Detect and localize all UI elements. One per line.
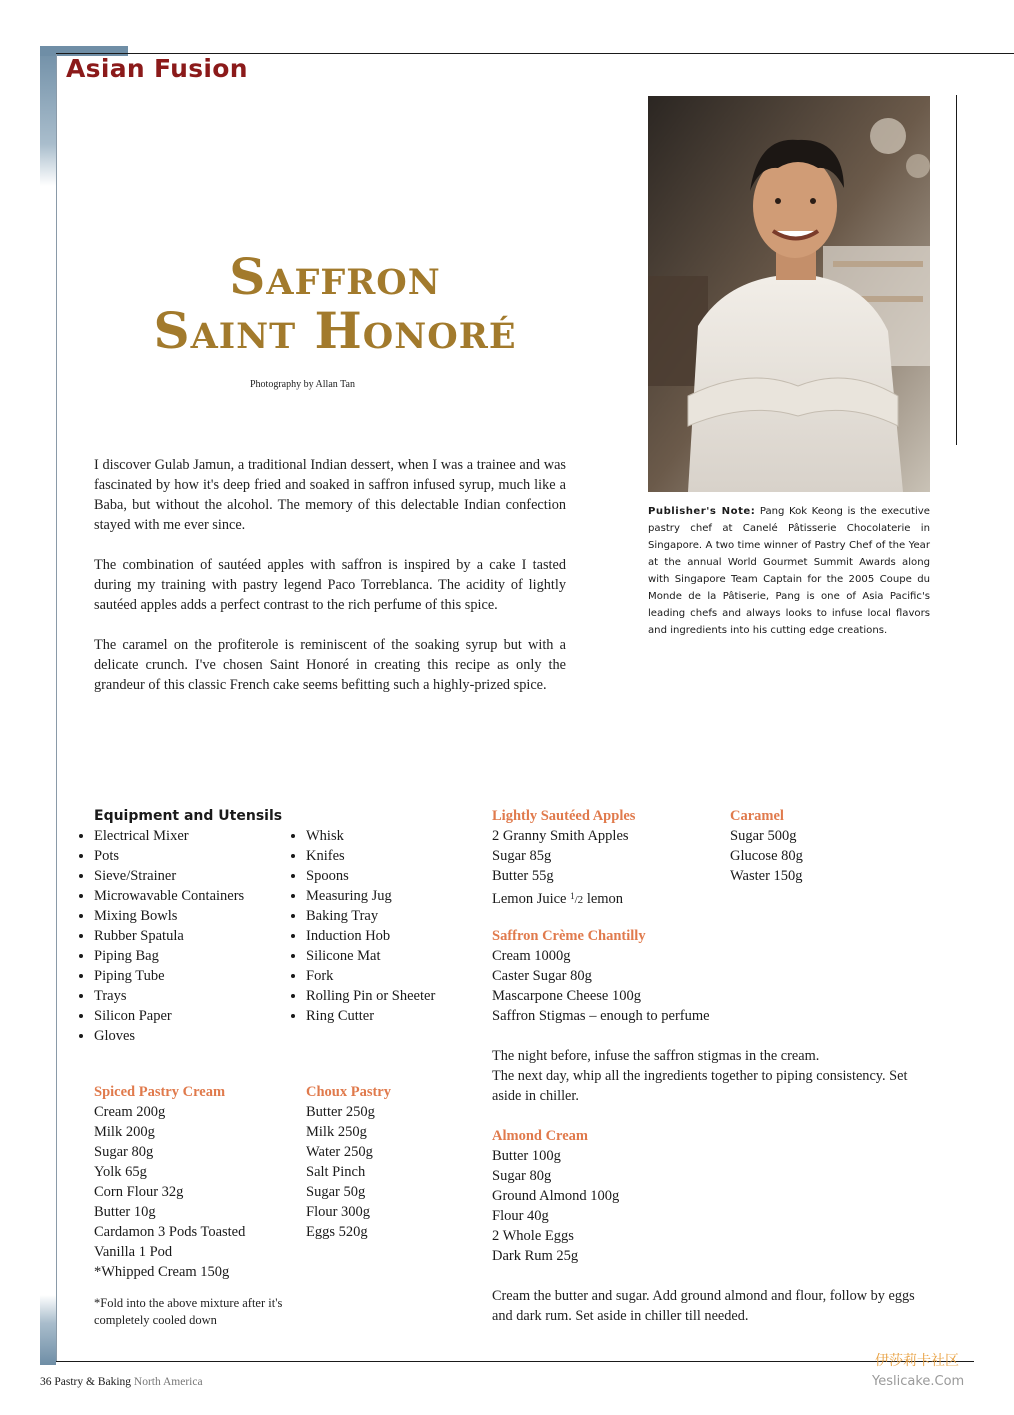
publisher-note-label: Publisher's Note:	[648, 506, 756, 517]
equipment-item: • Sieve/Strainer	[94, 866, 304, 886]
ingredient-item: Butter 55g	[492, 868, 554, 884]
chantilly-method	[492, 1046, 932, 1106]
equipment-item: • Electrical Mixer	[94, 826, 304, 846]
footnote: *Fold into the above mixture after it's completely cooled down	[94, 1296, 283, 1327]
equipment-section	[94, 806, 474, 826]
chantilly-method-line: The night before, infuse the saffron stigmas in the cream.	[492, 1048, 820, 1064]
equipment-item: • Mixing Bowls	[94, 906, 304, 926]
ingredient-item: Sugar 50g	[306, 1184, 366, 1200]
ingredient-item: Caster Sugar 80g	[492, 968, 592, 984]
chantilly-heading: Saffron Crème Chantilly	[492, 928, 646, 944]
ingredient-item: Waster 150g	[730, 868, 803, 884]
ingredient-item: Corn Flour 32g	[94, 1184, 184, 1200]
ingredient-item: Milk 200g	[94, 1124, 155, 1140]
frame-right-rule	[956, 95, 957, 445]
equipment-heading: Equipment and Utensils	[94, 808, 283, 824]
almond-cream-method: Cream the butter and sugar. Add ground almond and flour, follow by eggs and dark rum. Set aside in chiller till needed.	[492, 1288, 915, 1324]
equipment-item: • Fork	[306, 966, 476, 986]
watermark-cn: 伊莎莉卡社区	[875, 1353, 959, 1369]
page-number: 36	[40, 1376, 52, 1388]
spiced-pastry-cream-section	[94, 1082, 304, 1282]
equipment-item: • Baking Tray	[306, 906, 476, 926]
ingredient-item: Butter 10g	[94, 1204, 156, 1220]
ingredient-item: Ground Almond 100g	[492, 1188, 620, 1204]
caramel-list	[730, 826, 930, 886]
equipment-item: • Rolling Pin or Sheeter	[306, 986, 476, 1006]
publisher-note	[648, 503, 930, 639]
almond-cream-heading: Almond Cream	[492, 1128, 588, 1144]
ingredient-item: Yolk 65g	[94, 1164, 147, 1180]
ingredient-item: Cream 200g	[94, 1104, 166, 1120]
watermark-en: Yeslicake.Com	[872, 1374, 965, 1389]
equipment-item: • Silicone Mat	[306, 946, 476, 966]
ingredient-item: Dark Rum 25g	[492, 1248, 579, 1264]
equipment-item: • Trays	[94, 986, 304, 1006]
equipment-item: • Piping Tube	[94, 966, 304, 986]
ingredient-item: Cardamon 3 Pods Toasted	[94, 1224, 246, 1240]
magazine-edition: North America	[133, 1376, 203, 1388]
equipment-list-2	[306, 826, 476, 1026]
equipment-list-1	[94, 826, 304, 1046]
ingredient-item: Vanilla 1 Pod	[94, 1244, 173, 1260]
magazine-name: Pastry & Baking	[54, 1376, 132, 1388]
caramel-heading: Caramel	[730, 808, 784, 824]
page-footer	[40, 1376, 203, 1388]
almond-cream-list	[492, 1146, 932, 1266]
ingredient-item: Sugar 80g	[94, 1144, 154, 1160]
equipment-item: • Induction Hob	[306, 926, 476, 946]
intro-text	[94, 455, 566, 715]
ingredient-item: Sugar 80g	[492, 1168, 552, 1184]
ingredient-item: Cream 1000g	[492, 948, 571, 964]
apples-section	[492, 806, 722, 910]
ingredient-item: 2 Whole Eggs	[492, 1228, 574, 1244]
frame-left-rule	[56, 54, 57, 1361]
lemon-prefix: Lemon Juice	[492, 891, 571, 907]
photo-credit: Photography by Allan Tan	[250, 379, 355, 390]
ingredient-item: Sugar 85g	[492, 848, 552, 864]
apples-list	[492, 826, 722, 886]
headline-line-2: Saint Honoré	[153, 301, 517, 360]
almond-cream-section	[492, 1126, 932, 1266]
ingredient-item: Saffron Stigmas – enough to perfume	[492, 1008, 710, 1024]
ingredient-item: Eggs 520g	[306, 1224, 368, 1240]
choux-pastry-section	[306, 1082, 476, 1242]
lemon-fraction-num: 1	[570, 891, 575, 901]
equipment-item: • Silicon Paper	[94, 1006, 304, 1026]
chantilly-list	[492, 946, 932, 1026]
ingredient-item: Butter 250g	[306, 1104, 375, 1120]
ingredient-item: Water 250g	[306, 1144, 373, 1160]
spiced-pastry-cream-heading: Spiced Pastry Cream	[94, 1084, 226, 1100]
ingredient-item: Butter 100g	[492, 1148, 561, 1164]
choux-pastry-heading: Choux Pastry	[306, 1084, 391, 1100]
ingredient-item: Glucose 80g	[730, 848, 803, 864]
ingredient-item: Flour 40g	[492, 1208, 549, 1224]
ingredient-item: Mascarpone Cheese 100g	[492, 988, 641, 1004]
ingredient-item: Salt Pinch	[306, 1164, 366, 1180]
intro-paragraph: The combination of sautéed apples with saffron is inspired by a cake I tasted during my training with pastry legend Paco Torreblanca. The acidity of lightly sautéed apples adds a perfect contrast to the rich perfume of this spice.	[94, 557, 566, 613]
frame-accent-top	[40, 46, 56, 186]
ingredient-item: 2 Granny Smith Apples	[492, 828, 629, 844]
lemon-fraction-den: /2	[574, 894, 584, 906]
publisher-note-text: Pang Kok Keong is the executive pastry chef at Canelé Pâtisserie Chocolaterie in Singapore. A two time winner of Pastry Chef of the Year at the annual World Gourmet Summit Awards along with Singapore Team Captain for the 2005 Coupe du Monde de la Pâtiserie, Pang is one of Asia Pacific's leading chefs and always looks to infuse local flavors and ingredients into his cutting edge creations.	[648, 506, 930, 636]
equipment-item: • Spoons	[306, 866, 476, 886]
caramel-section	[730, 806, 930, 886]
equipment-item: • Piping Bag	[94, 946, 304, 966]
frame-accent-bottom	[40, 1295, 56, 1365]
chef-photo	[648, 96, 930, 492]
equipment-item: • Ring Cutter	[306, 1006, 476, 1026]
equipment-item: • Rubber Spatula	[94, 926, 304, 946]
apples-heading: Lightly Sautéed Apples	[492, 808, 636, 824]
ingredient-item: Milk 250g	[306, 1124, 367, 1140]
article-headline	[100, 247, 570, 360]
equipment-item: • Whisk	[306, 826, 476, 846]
apples-lemon-item	[492, 886, 722, 910]
equipment-item: • Microwavable Containers	[94, 886, 304, 906]
lemon-suffix: lemon	[583, 891, 624, 907]
intro-paragraph: I discover Gulab Jamun, a traditional Indian dessert, when I was a trainee and was fascinated by how it's deep fried and soaked in saffron infused syrup, much like a Baba, but without the alcohol. The memory of this delectable Indian confection stayed with me ever since.	[94, 457, 566, 533]
headline-line-1: Saffron	[229, 247, 441, 306]
equipment-item: • Measuring Jug	[306, 886, 476, 906]
chantilly-method-line: The next day, whip all the ingredients together to piping consistency. Set aside in chiller.	[492, 1068, 908, 1104]
ingredient-item: Flour 300g	[306, 1204, 371, 1220]
equipment-item: • Knifes	[306, 846, 476, 866]
chantilly-section	[492, 926, 932, 1026]
choux-pastry-list	[306, 1102, 476, 1242]
ingredient-item: *Whipped Cream 150g	[94, 1264, 230, 1280]
intro-paragraph: The caramel on the profiterole is reminiscent of the soaking syrup but with a delicate crunch. I've chosen Saint Honoré in creating this recipe as only the grandeur of this classic French cake seems befitting such a highly-prized spice.	[94, 637, 566, 693]
ingredient-item: Sugar 500g	[730, 828, 797, 844]
equipment-item: • Pots	[94, 846, 304, 866]
equipment-item: • Gloves	[94, 1026, 304, 1046]
spiced-pastry-cream-list	[94, 1102, 304, 1282]
section-title: Asian Fusion	[66, 54, 248, 83]
frame-bottom-rule	[56, 1361, 974, 1362]
